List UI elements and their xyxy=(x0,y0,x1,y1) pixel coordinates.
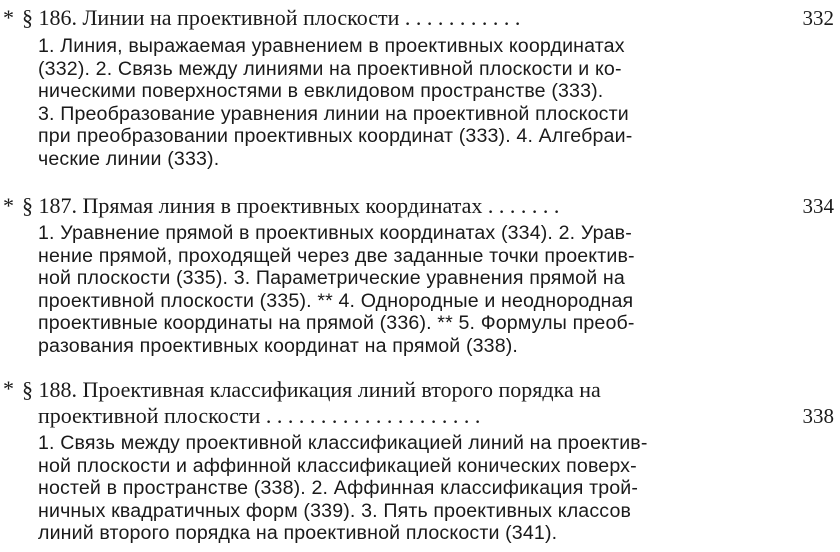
summary-line: ческие линии (333). xyxy=(38,147,220,170)
page-number: 334 xyxy=(802,194,834,218)
summary-line: разования проективных координат на прямой (338). xyxy=(38,334,519,357)
page-number: 338 xyxy=(802,404,834,428)
summary-line: при преобразовании проективных координат (333). 4. Алгебраи- xyxy=(38,125,633,148)
section-heading: § 187. Прямая линия в проективных координатах . . . . . . . xyxy=(22,193,560,218)
summary-line: (332). 2. Связь между линиями на проективной плоскости и ко- xyxy=(38,57,622,80)
summary-line: 1. Уравнение прямой в проективных координатах (334). 2. Урав- xyxy=(38,222,632,244)
summary-line: ной плоскости и аффинной классификацией конических поверх- xyxy=(38,454,637,477)
section-summary xyxy=(38,432,774,545)
summary-line: проективные координаты на прямой (336). ** 5. Формулы преоб- xyxy=(38,312,635,335)
summary-line: 1. Связь между проективной классификацией линий на проектив- xyxy=(38,432,648,454)
summary-line: нение прямой, проходящей через две заданные точки проектив- xyxy=(38,244,635,267)
optional-marker: * xyxy=(3,193,14,218)
summary-line: 1. Линия, выражаемая уравнением в проективных координатах xyxy=(38,35,625,57)
summary-line: ной плоскости (335). 3. Параметрические уравнения прямой на xyxy=(38,267,625,290)
summary-line: проективной плоскости (335). ** 4. Однородные и неоднородная xyxy=(38,289,634,312)
summary-line: ническими поверхностями в евклидовом пространстве (333). xyxy=(38,80,604,103)
section-heading: § 188. Проективная классификация линий второго порядка на xyxy=(22,377,601,402)
summary-line: ничных квадратичных форм (339). 3. Пять проективных классов xyxy=(38,499,632,522)
page-number: 332 xyxy=(802,6,834,30)
section-summary xyxy=(38,222,774,358)
summary-line: 3. Преобразование уравнения линии на проективной плоскости xyxy=(38,102,629,125)
optional-marker: * xyxy=(3,376,14,401)
summary-line: линий второго порядка на проективной плоскости (341). xyxy=(38,522,558,545)
optional-marker: * xyxy=(3,5,14,30)
section-heading: § 186. Линии на проективной плоскости . . . . . . . . . . . xyxy=(22,5,521,30)
summary-line: ностей в пространстве (338). 2. Аффинная классификация трой- xyxy=(38,477,639,500)
section-heading-continued: проективной плоскости . . . . . . . . . . . . . . . . . . . . xyxy=(38,403,481,428)
section-summary xyxy=(38,35,774,171)
